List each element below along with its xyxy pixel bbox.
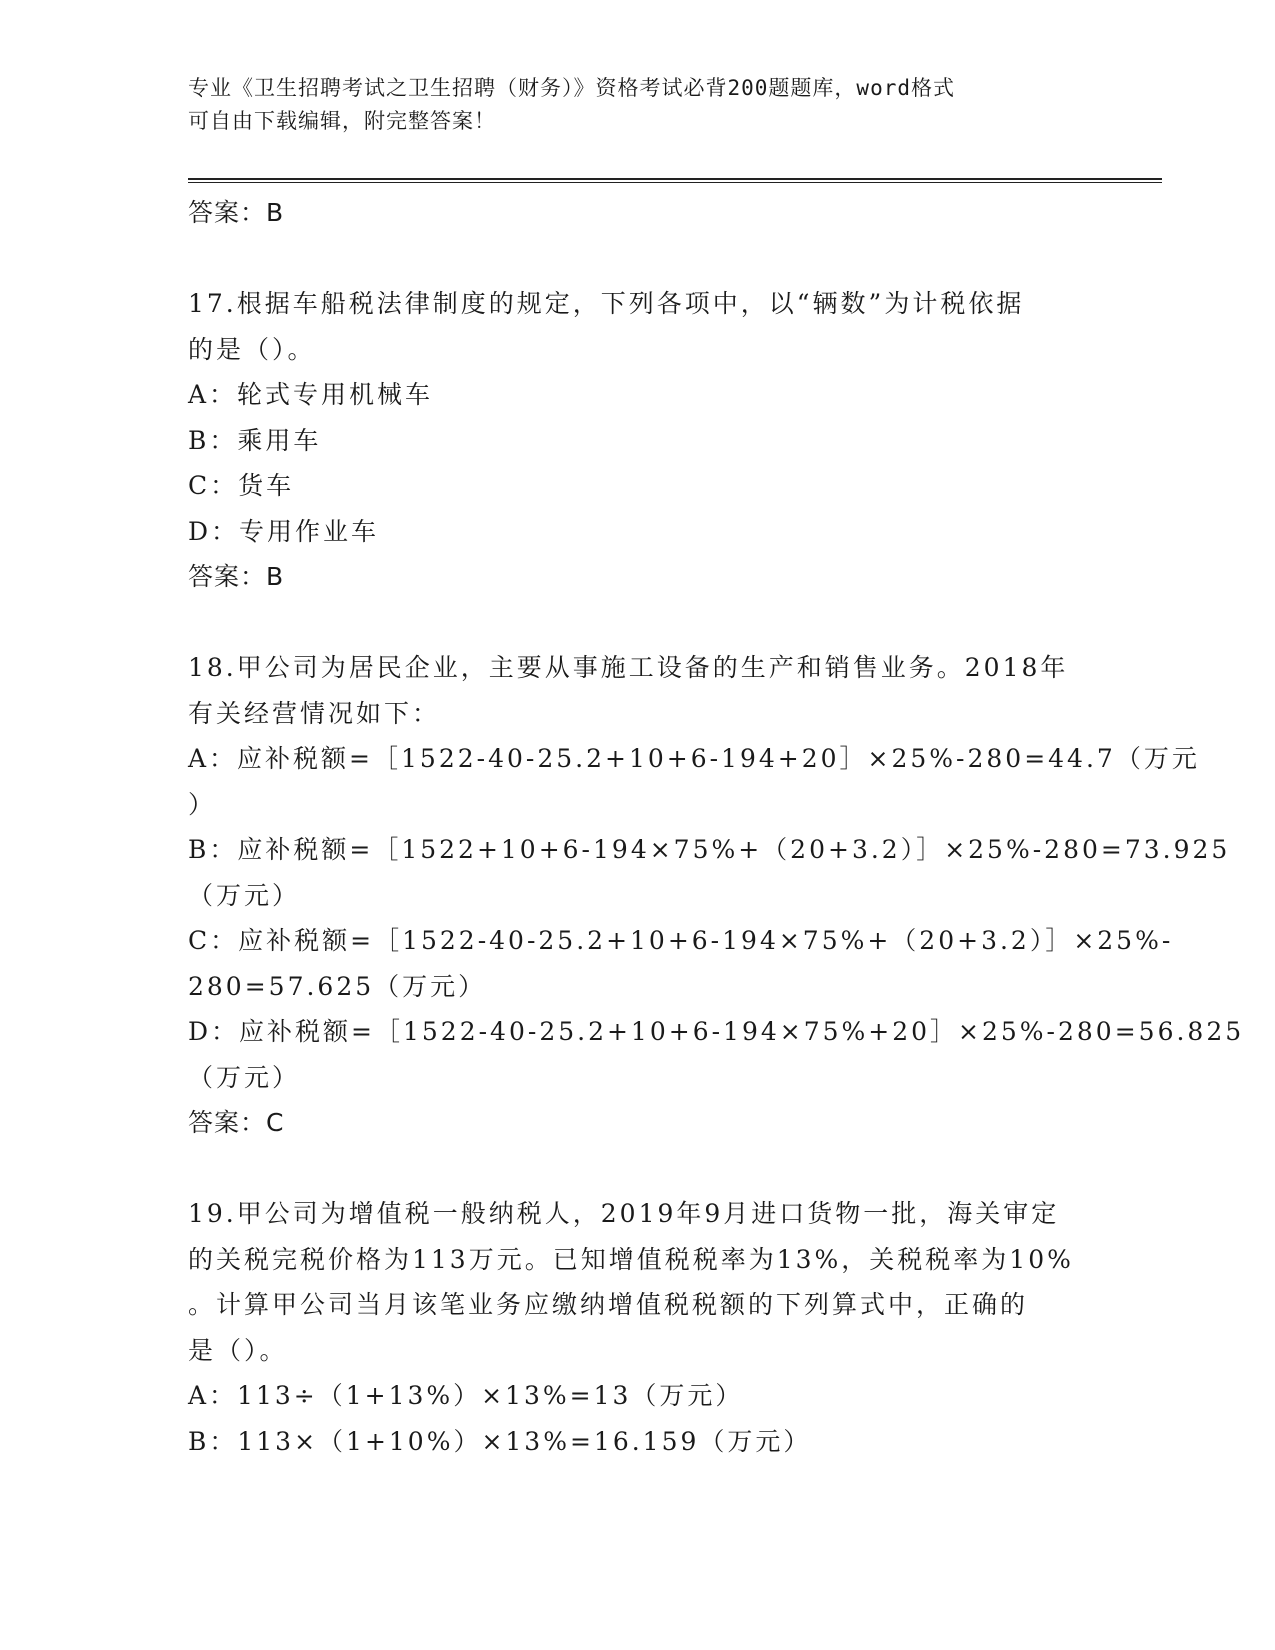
header-line-2: 可自由下载编辑，附完整答案！ bbox=[188, 109, 496, 133]
option-c-cont: 280=57.625（万元） bbox=[188, 971, 487, 1001]
question-stem: 18.甲公司为居民企业，主要从事施工设备的生产和销售业务。2018年 bbox=[188, 653, 1069, 682]
question-stem: 。计算甲公司当月该笔业务应缴纳增值税税额的下列算式中，正确的 bbox=[188, 1290, 1029, 1319]
answer: 答案：B bbox=[188, 562, 285, 591]
option-d: D：应补税额=［1522-40-25.2+10+6-194×75%+20］×25%-280=56.825 bbox=[188, 1017, 1245, 1046]
question-stem: 的关税完税价格为113万元。已知增值税税率为13%，关税税率为10% bbox=[188, 1244, 1074, 1274]
spacer bbox=[188, 600, 1088, 646]
question-stem: 19.甲公司为增值税一般纳税人，2019年9月进口货物一批，海关审定 bbox=[188, 1199, 1060, 1228]
option-d-cont: （万元） bbox=[188, 1062, 301, 1092]
previous-answer: 答案：B bbox=[188, 198, 285, 227]
option-d: D：专用作业车 bbox=[188, 516, 380, 546]
option-b: B：乘用车 bbox=[188, 425, 322, 455]
option-a: A：应补税额=［1522-40-25.2+10+6-194+20］×25%-280=44.7（万元 bbox=[188, 744, 1200, 773]
option-c: C：应补税额=［1522-40-25.2+10+6-194×75%+（20+3.2）］×25%- bbox=[188, 926, 1174, 955]
question-stem: 有关经营情况如下： bbox=[188, 698, 441, 728]
question-stem: 是（）。 bbox=[188, 1335, 288, 1365]
option-a-cont: ） bbox=[188, 789, 217, 819]
option-a: A：轮式专用机械车 bbox=[188, 380, 434, 409]
document-header bbox=[188, 72, 1068, 138]
option-a: A：113÷（1+13%）×13%=13（万元） bbox=[188, 1381, 744, 1410]
question-19 bbox=[188, 1191, 1088, 1464]
option-b: B：113×（1+10%）×13%=16.159（万元） bbox=[188, 1426, 812, 1456]
header-divider-thin bbox=[188, 182, 1162, 183]
question-18 bbox=[188, 645, 1245, 1146]
document-body bbox=[188, 190, 1245, 1464]
option-b-cont: （万元） bbox=[188, 880, 301, 910]
option-b: B：应补税额=［1522+10+6-194×75%+（20+3.2）］×25%-280=73.925 bbox=[188, 835, 1231, 864]
header-divider-thick bbox=[188, 178, 1162, 180]
option-c: C：货车 bbox=[188, 471, 295, 500]
question-17 bbox=[188, 281, 1088, 600]
spacer bbox=[188, 1146, 1088, 1192]
spacer bbox=[188, 236, 1088, 282]
answer: 答案：C bbox=[188, 1108, 285, 1137]
question-stem: 17.根据车船税法律制度的规定，下列各项中，以“辆数”为计税依据 bbox=[188, 289, 1025, 318]
question-stem: 的是（）。 bbox=[188, 334, 316, 364]
header-line-1: 专业《卫生招聘考试之卫生招聘（财务）》资格考试必背200题题库，word格式 bbox=[188, 76, 955, 100]
